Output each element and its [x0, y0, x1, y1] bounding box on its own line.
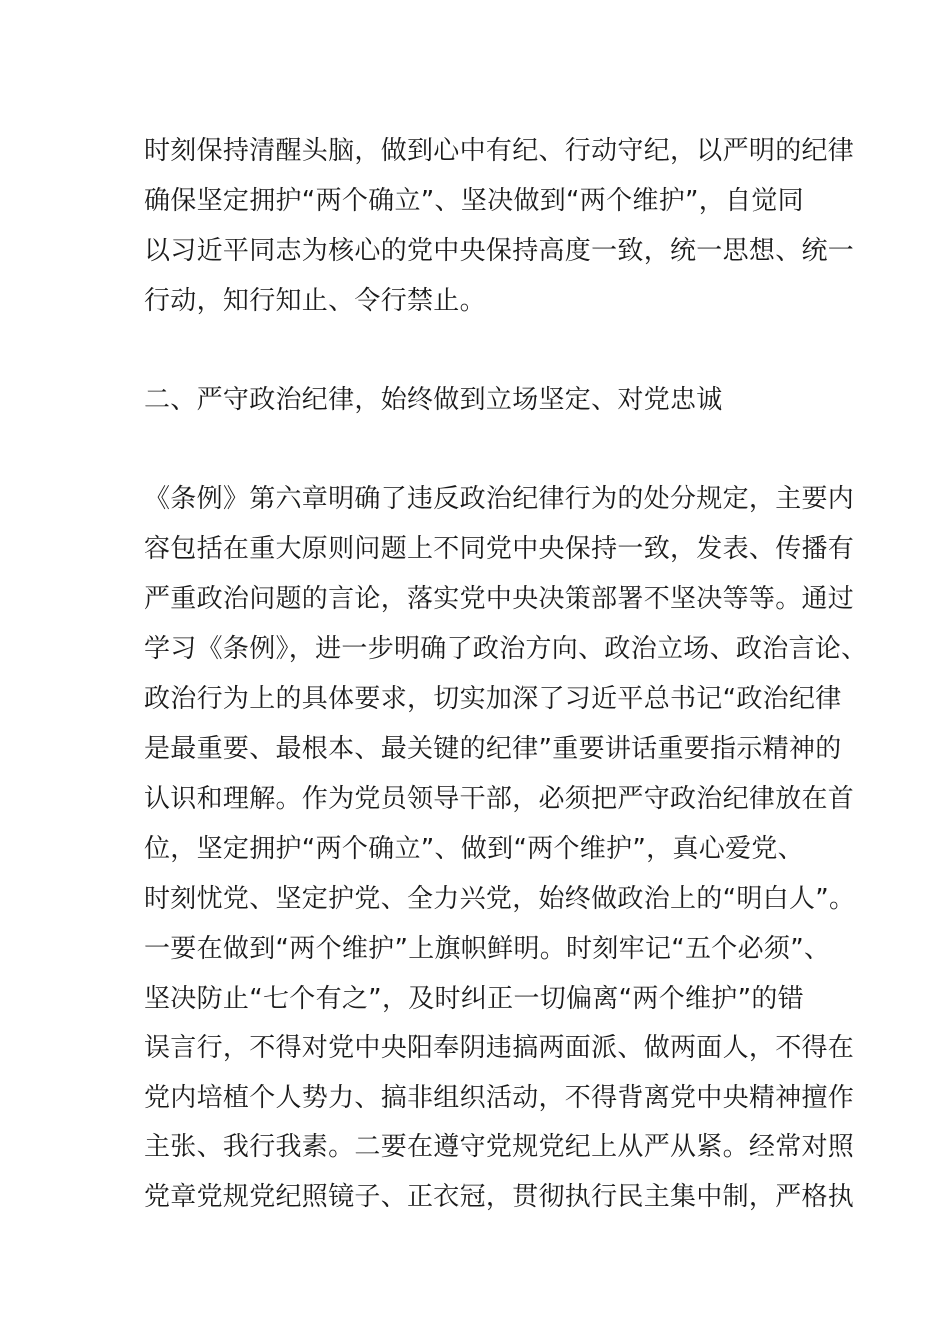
- paragraph-2-line-5: 政治行为上的具体要求，切实加深了习近平总书记“政治纪律: [144, 684, 842, 714]
- section-heading-2: 二、严守政治纪律，始终做到立场坚定、对党忠诚: [144, 385, 723, 415]
- paragraph-2-line-9: 时刻忧党、坚定护党、全力兴党，始终做政治上的“明白人”。: [144, 884, 856, 914]
- paragraph-2-line-4: 学习《条例》，进一步明确了政治方向、政治立场、政治言论、: [144, 634, 868, 664]
- paragraph-2-line-15: 党章党规党纪照镜子、正衣冠，贯彻执行民主集中制，严格执: [144, 1182, 855, 1212]
- paragraph-1-line-4: 行动，知行知止、令行禁止。: [144, 286, 486, 316]
- paragraph-2-line-8: 位，坚定拥护“两个确立”、做到“两个维护”，真心爱党、: [144, 834, 804, 864]
- paragraph-2-line-7: 认识和理解。作为党员领导干部，必须把严守政治纪律放在首: [144, 784, 855, 814]
- paragraph-2-line-12: 误言行，不得对党中央阳奉阴违搞两面派、做两面人，不得在: [144, 1033, 855, 1063]
- paragraph-1-line-2: 确保坚定拥护“两个确立”、坚决做到“两个维护”，自觉同: [144, 186, 804, 216]
- paragraph-2-line-3: 严重政治问题的言论，落实党中央决策部署不坚决等等。通过: [144, 584, 855, 614]
- paragraph-2-line-2: 容包括在重大原则问题上不同党中央保持一致，发表、传播有: [144, 534, 855, 564]
- paragraph-2-line-14: 主张、我行我素。二要在遵守党规党纪上从严从紧。经常对照: [144, 1132, 855, 1162]
- paragraph-2-line-6: 是最重要、最根本、最关键的纪律”重要讲话重要指示精神的: [144, 734, 842, 764]
- paragraph-2-line-1: 《条例》第六章明确了违反政治纪律行为的处分规定，主要内: [144, 484, 855, 514]
- paragraph-2-line-13: 党内培植个人势力、搞非组织活动，不得背离党中央精神擅作: [144, 1083, 855, 1113]
- paragraph-1-line-1: 时刻保持清醒头脑，做到心中有纪、行动守纪，以严明的纪律: [144, 136, 855, 166]
- paragraph-2-line-10: 一要在做到“两个维护”上旗帜鲜明。时刻牢记“五个必须”、: [144, 934, 831, 964]
- paragraph-2-line-11: 坚决防止“七个有之”，及时纠正一切偏离“两个维护”的错: [144, 984, 804, 1014]
- paragraph-1-line-3: 以习近平同志为核心的党中央保持高度一致，统一思想、统一: [144, 236, 855, 266]
